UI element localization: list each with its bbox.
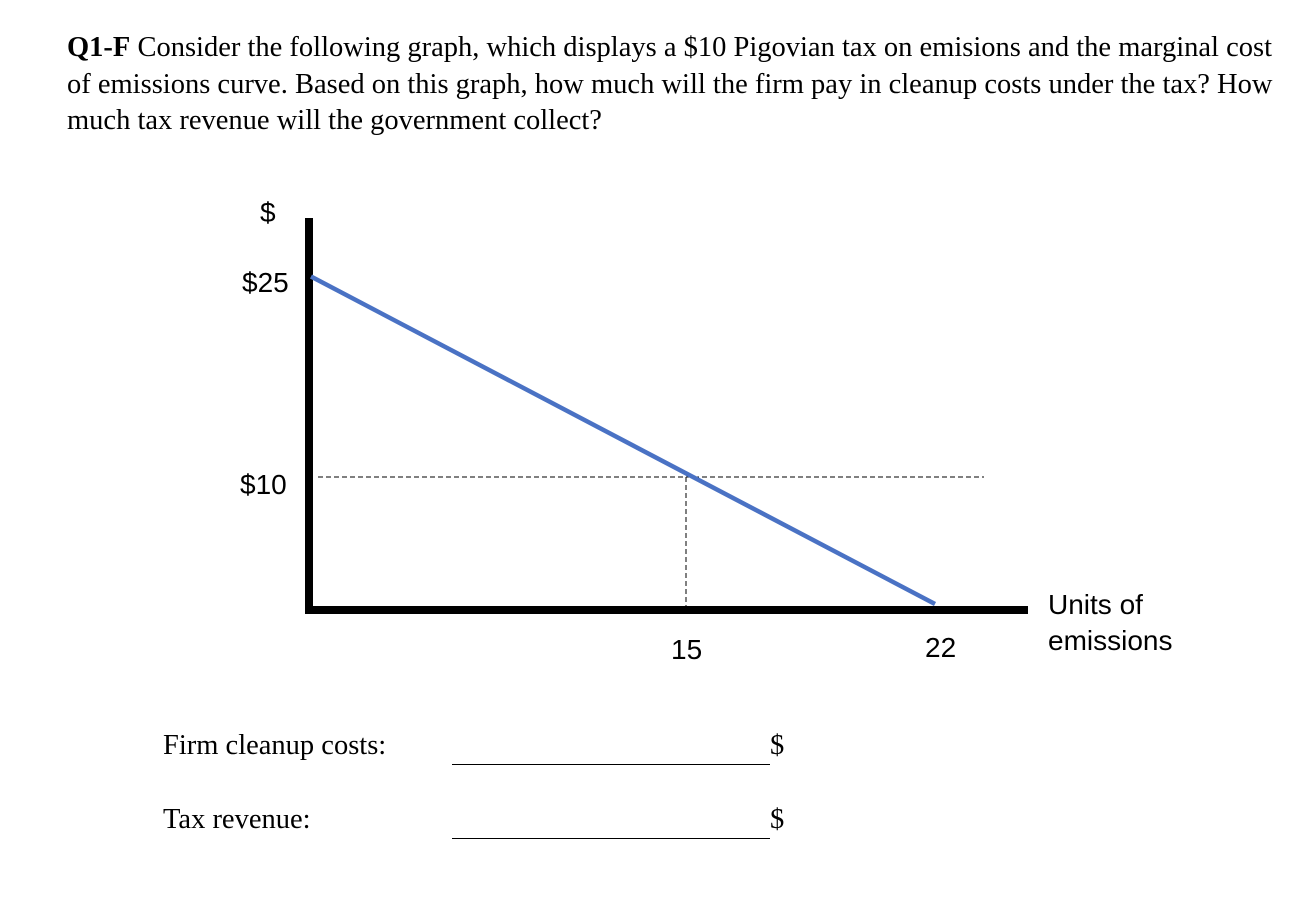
cleanup-costs-answer-line[interactable]	[452, 764, 770, 765]
question-id: Q1-F	[67, 32, 131, 63]
tax-revenue-answer-line[interactable]	[452, 838, 770, 839]
y-tick-10: $10	[240, 469, 287, 500]
x-axis-label-line1: Units of	[1048, 589, 1143, 620]
y-axis-label: $	[260, 197, 276, 228]
marginal-cost-line	[311, 277, 935, 605]
y-tick-25: $25	[242, 267, 289, 298]
cleanup-costs-label: Firm cleanup costs:	[163, 730, 387, 761]
x-tick-15: 15	[671, 634, 703, 665]
question-body: Consider the following graph, which displays a $10 Pigovian tax on emisions and the marginal cost of emissions curve. Based on this graph, how much will the firm pay in cleanup costs under the tax? How much tax revenue will the government collect?	[67, 32, 1273, 136]
x-axis-label-line2: emissions	[1048, 625, 1173, 656]
tax-revenue-currency: $	[770, 804, 785, 835]
cleanup-costs-currency: $	[770, 730, 785, 761]
tax-revenue-label: Tax revenue:	[163, 804, 311, 835]
x-tick-22: 22	[925, 632, 957, 663]
